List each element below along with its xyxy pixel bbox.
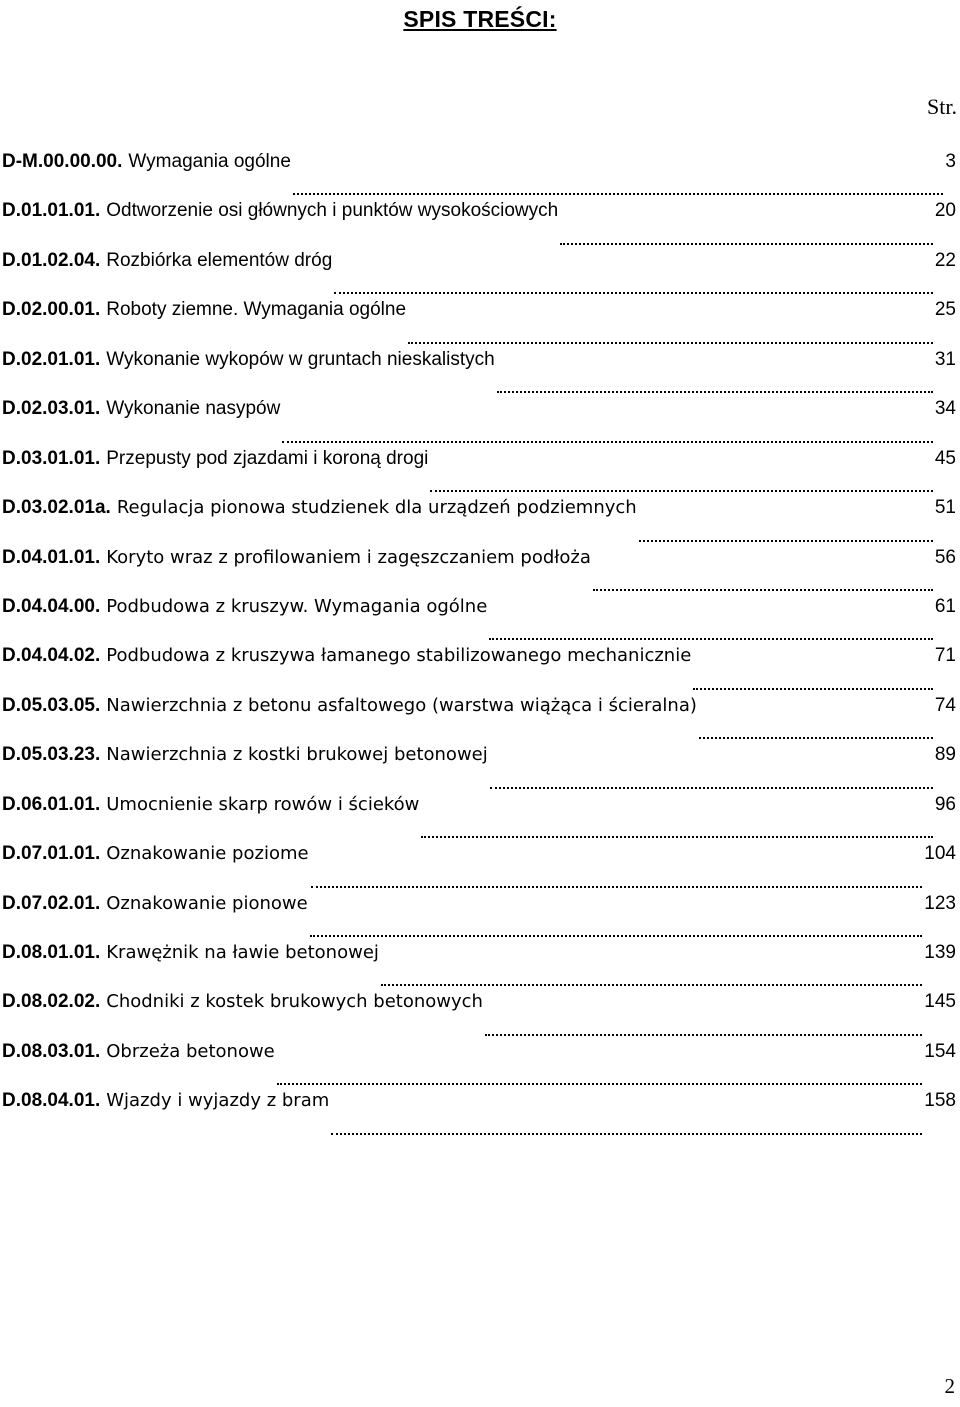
toc-entry: [0, 200, 960, 249]
toc-entry-page: 3: [945, 151, 956, 172]
dot-leader: [311, 886, 923, 888]
toc-entry-name: Umocnienie skarp rowów i ścieków: [106, 793, 420, 815]
page-column-label: Str.: [927, 94, 957, 119]
toc-entry-page: 104: [924, 843, 956, 865]
table-of-contents: [0, 151, 960, 1140]
toc-entry-page: 123: [924, 892, 956, 914]
toc-entry-code: D.07.01.01.: [2, 843, 101, 865]
toc-entry-code: D.05.03.23.: [2, 744, 101, 766]
dot-leader: [381, 984, 922, 986]
toc-entry-code: D.02.00.01.: [2, 299, 101, 321]
toc-entry: [0, 1041, 960, 1090]
dot-leader: [693, 688, 933, 690]
toc-entry: [0, 744, 960, 793]
toc-entry-code: D.06.01.01.: [2, 793, 101, 815]
dot-leader: [699, 737, 933, 739]
toc-entry-page: 158: [924, 1090, 956, 1112]
toc-entry-code: D-M.00.00.00.: [2, 151, 123, 172]
toc-entry: [0, 250, 960, 299]
toc-entry: [0, 843, 960, 892]
dot-leader: [497, 391, 933, 393]
toc-entry-page: 56: [934, 546, 956, 568]
toc-entry-page: 51: [934, 497, 956, 519]
toc-entry-code: D.03.01.01.: [2, 447, 101, 469]
toc-entry: [0, 695, 960, 744]
toc-entry-name: Wjazdy i wyjazdy z bram: [106, 1090, 330, 1112]
toc-entry-page: 96: [934, 793, 956, 815]
dot-leader: [277, 1083, 923, 1085]
toc-entry-name: Przepusty pod zjazdami i koroną drogi: [106, 447, 429, 469]
toc-entry-name: Oznakowanie poziome: [106, 843, 309, 865]
toc-entry-page: 22: [934, 249, 956, 271]
toc-entry: [0, 645, 960, 694]
dot-leader: [334, 292, 933, 294]
toc-entry-page: 154: [924, 1040, 956, 1062]
toc-entry-name: Roboty ziemne. Wymagania ogólne: [106, 299, 407, 321]
page-title: SPIS TREŚCI:: [403, 6, 557, 32]
toc-entry: [0, 151, 960, 200]
toc-entry-page: 74: [934, 694, 956, 716]
toc-entry-name: Nawierzchnia z betonu asfaltowego (warstwa wiążąca i ścieralna): [106, 694, 697, 716]
toc-entry-code: D.01.01.01.: [2, 200, 101, 222]
toc-entry-name: Koryto wraz z profilowaniem i zagęszczaniem podłoża: [106, 546, 591, 568]
toc-entry-name: Krawężnik na ławie betonowej: [106, 942, 379, 963]
dot-leader: [331, 1133, 922, 1135]
dot-leader: [593, 589, 933, 591]
toc-entry-name: Obrzeża betonowe: [106, 1040, 275, 1062]
dot-leader: [490, 787, 933, 789]
toc-entry-page: 31: [934, 348, 956, 370]
toc-entry-page: 89: [934, 744, 956, 766]
toc-entry-name: Regulacja pionowa studzienek dla urządzeń podziemnych: [116, 497, 637, 519]
toc-entry: [0, 448, 960, 497]
toc-entry-name: Wykonanie nasypów: [106, 398, 281, 420]
page-number: 2: [944, 1374, 955, 1398]
toc-entry: [0, 497, 960, 546]
dot-leader: [293, 193, 944, 195]
toc-entry: [0, 893, 960, 942]
toc-entry: [0, 547, 960, 596]
dot-leader: [485, 1034, 922, 1036]
dot-leader: [430, 490, 933, 492]
toc-entry-code: D.01.02.04.: [2, 249, 101, 271]
toc-entry: [0, 349, 960, 398]
dot-leader: [489, 638, 933, 640]
toc-entry-page: 20: [934, 200, 956, 222]
toc-entry-page: 61: [934, 595, 956, 617]
toc-entry: [0, 794, 960, 843]
toc-entry: [0, 942, 960, 991]
toc-entry-page: 139: [924, 942, 956, 963]
dot-leader: [639, 540, 933, 542]
toc-entry-page: 45: [934, 447, 956, 469]
toc-entry-name: Wykonanie wykopów w gruntach nieskalistych: [106, 348, 495, 370]
dot-leader: [282, 441, 933, 443]
toc-entry-code: D.08.01.01.: [2, 942, 101, 963]
toc-entry-code: D.03.02.01a.: [2, 497, 111, 519]
toc-entry-code: D.04.01.01.: [2, 546, 101, 568]
toc-entry: [0, 991, 960, 1040]
toc-entry-page: 145: [924, 991, 956, 1013]
toc-entry-name: Podbudowa z kruszywa łamanego stabilizowanego mechanicznie: [106, 645, 692, 667]
toc-entry-page: 71: [934, 645, 956, 667]
toc-entry-code: D.08.02.02.: [2, 991, 101, 1013]
dot-leader: [310, 935, 923, 937]
toc-entry: [0, 1090, 960, 1139]
toc-entry-code: D.08.04.01.: [2, 1090, 101, 1112]
dot-leader: [408, 342, 933, 344]
toc-entry-name: Chodniki z kostek brukowych betonowych: [106, 991, 483, 1013]
toc-entry-code: D.05.03.05.: [2, 694, 101, 716]
toc-entry-code: D.04.04.00.: [2, 595, 101, 617]
dot-leader: [560, 243, 933, 245]
toc-entry-code: D.08.03.01.: [2, 1040, 101, 1062]
toc-entry-code: D.04.04.02.: [2, 645, 101, 667]
toc-entry-page: 34: [934, 398, 956, 420]
toc-entry-name: Rozbiórka elementów dróg: [106, 249, 333, 271]
toc-entry: [0, 398, 960, 447]
toc-entry-name: Wymagania ogólne: [128, 151, 291, 172]
toc-entry-name: Odtworzenie osi głównych i punktów wysokościowych: [106, 200, 559, 222]
toc-entry-code: D.02.01.01.: [2, 348, 101, 370]
toc-entry-name: Oznakowanie pionowe: [106, 892, 308, 914]
toc-entry-name: Podbudowa z kruszyw. Wymagania ogólne: [106, 595, 488, 617]
dot-leader: [421, 836, 932, 838]
toc-entry-code: D.02.03.01.: [2, 398, 101, 420]
toc-entry-name: Nawierzchnia z kostki brukowej betonowej: [106, 744, 488, 766]
toc-entry: [0, 299, 960, 348]
toc-entry-code: D.07.02.01.: [2, 892, 101, 914]
toc-entry-page: 25: [934, 299, 956, 321]
toc-entry: [0, 596, 960, 645]
